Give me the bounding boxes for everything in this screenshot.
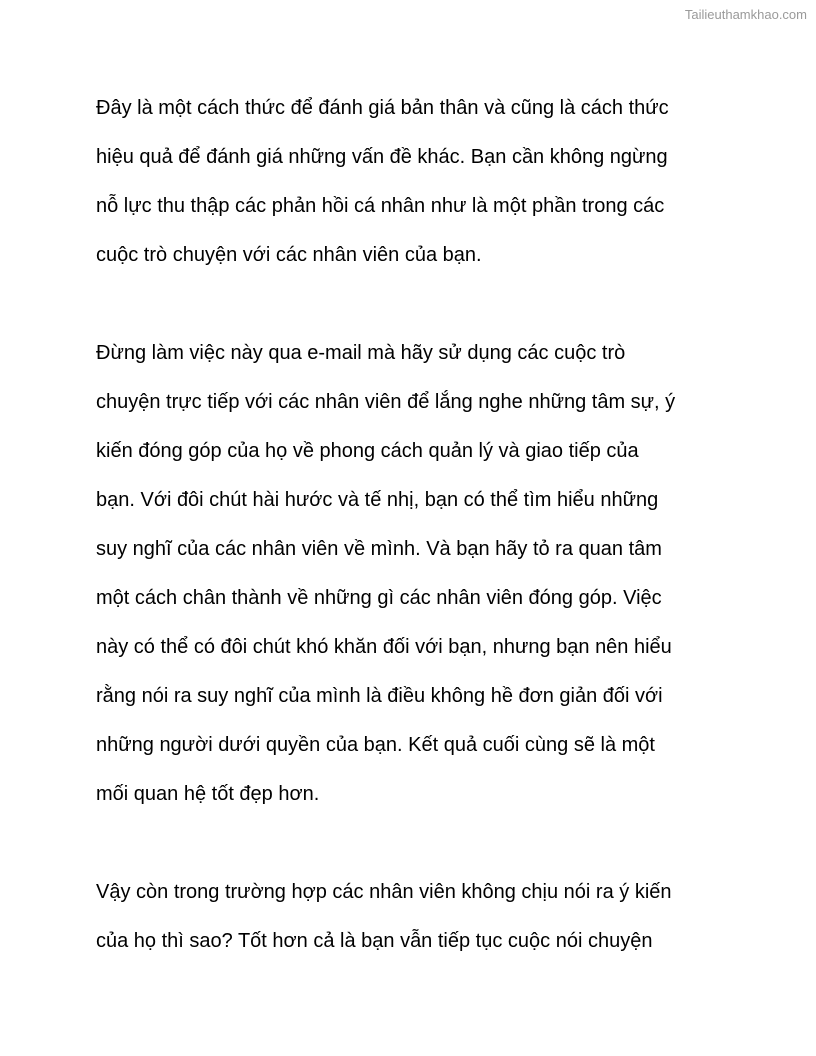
text-line: nỗ lực thu thập các phản hồi cá nhân như là một phần trong các — [96, 195, 665, 217]
text-line: mối quan hệ tốt đẹp hơn. — [96, 783, 320, 805]
text-line: suy nghĩ của các nhân viên về mình. Và bạn hãy tỏ ra quan tâm — [96, 538, 662, 560]
paragraph-gap — [96, 286, 736, 335]
text-line: này có thể có đôi chút khó khăn đối với bạn, nhưng bạn nên hiểu — [96, 636, 672, 658]
text-line: chuyện trực tiếp với các nhân viên để lắng nghe những tâm sự, ý — [96, 391, 676, 413]
paragraph-2 — [96, 335, 736, 825]
text-line: Đây là một cách thức để đánh giá bản thân và cũng là cách thức — [96, 97, 669, 119]
paragraph-gap — [96, 825, 736, 874]
text-line: rằng nói ra suy nghĩ của mình là điều không hề đơn giản đối với — [96, 685, 663, 707]
text-line: Đừng làm việc này qua e-mail mà hãy sử dụng các cuộc trò — [96, 342, 626, 364]
text-line: cuộc trò chuyện với các nhân viên của bạn. — [96, 244, 482, 266]
text-line: bạn. Với đôi chút hài hước và tế nhị, bạn có thể tìm hiểu những — [96, 489, 659, 511]
text-line: một cách chân thành về những gì các nhân viên đóng góp. Việc — [96, 587, 662, 609]
text-line: của họ thì sao? Tốt hơn cả là bạn vẫn tiếp tục cuộc nói chuyện — [96, 930, 653, 952]
document-body — [96, 90, 736, 972]
watermark: Tailieuthamkhao.com — [684, 7, 807, 22]
text-line: Vậy còn trong trường hợp các nhân viên không chịu nói ra ý kiến — [96, 881, 672, 903]
text-line: những người dưới quyền của bạn. Kết quả cuối cùng sẽ là một — [96, 734, 655, 756]
paragraph-1 — [96, 90, 736, 286]
text-line: hiệu quả để đánh giá những vấn đề khác. Bạn cần không ngừng — [96, 146, 668, 168]
paragraph-3 — [96, 874, 736, 972]
text-line: kiến đóng góp của họ về phong cách quản lý và giao tiếp của — [96, 440, 639, 462]
